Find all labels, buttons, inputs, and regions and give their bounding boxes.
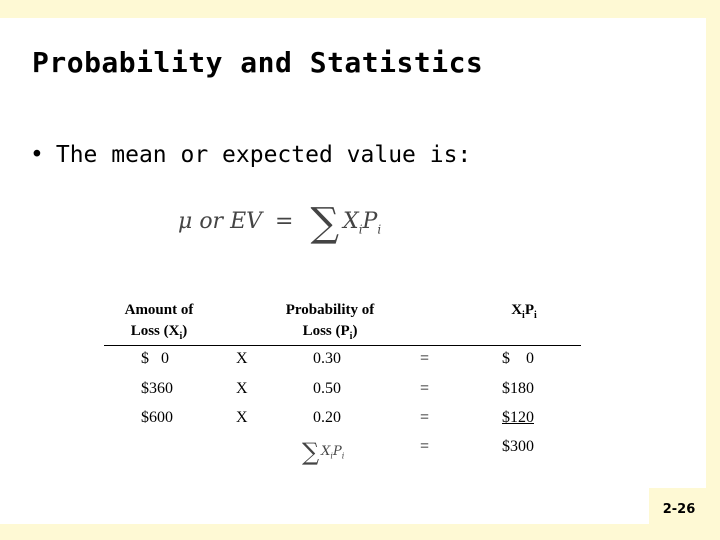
slide-title: Probability and Statistics — [32, 46, 484, 79]
row-3-multiply: X — [236, 409, 248, 426]
top-border — [0, 0, 720, 18]
bullet-text: The mean or expected value is: — [55, 142, 472, 168]
page-number: 2-26 — [662, 502, 696, 517]
row-2-product: $180 — [502, 380, 534, 397]
header-prob-line2: Loss $(P_i)$ — [302, 323, 358, 342]
row-1-amount: $ 0 — [141, 350, 169, 367]
row-2-probability: 0.50 — [313, 380, 341, 397]
sum-formula: ∑ $X_iP_i$ — [302, 438, 345, 466]
header-divider — [104, 345, 581, 346]
formula-x-sub: i — [358, 222, 363, 237]
row-3-probability: 0.20 — [313, 409, 341, 426]
right-border — [706, 0, 720, 540]
row-1-probability: 0.30 — [313, 350, 341, 367]
row-1-product: $ 0 — [502, 350, 534, 367]
row-3-amount: $600 — [141, 409, 173, 426]
header-amount-line1: Amount of — [124, 302, 194, 318]
page-number-box — [649, 488, 720, 540]
formula-or: or — [199, 209, 224, 234]
formula-ev: EV — [230, 209, 263, 234]
row-2-multiply: X — [236, 380, 248, 397]
header-product: $X_iP_i$ — [511, 302, 537, 321]
row-3-equals: = — [420, 409, 430, 426]
sum-sigma-icon: ∑ — [302, 438, 320, 466]
bullet-point — [30, 142, 471, 168]
formula-equals: = — [275, 209, 294, 234]
header-probability-of-loss — [262, 300, 398, 347]
bottom-border — [0, 524, 720, 540]
row-1-multiply: X — [236, 350, 248, 367]
header-amount-line2: Loss $(X_i)$ — [130, 323, 188, 342]
sigma-icon: ∑ — [310, 200, 340, 246]
formula-x: X — [343, 209, 359, 234]
bullet-dot-icon: • — [30, 142, 44, 168]
mu-symbol: μ — [178, 209, 193, 234]
header-amount-of-loss — [100, 300, 218, 347]
sum-total: $300 — [502, 438, 534, 455]
row-2-equals: = — [420, 380, 430, 397]
sum-equals: = — [420, 438, 430, 455]
formula-p-sub: i — [377, 222, 382, 237]
row-2-amount: $360 — [141, 380, 173, 397]
formula-p: P — [362, 209, 378, 234]
row-1-equals: = — [420, 350, 430, 367]
row-3-product: $120 — [502, 409, 534, 426]
header-prob-line1: Probability of — [285, 302, 375, 318]
expected-value-formula — [178, 200, 381, 246]
